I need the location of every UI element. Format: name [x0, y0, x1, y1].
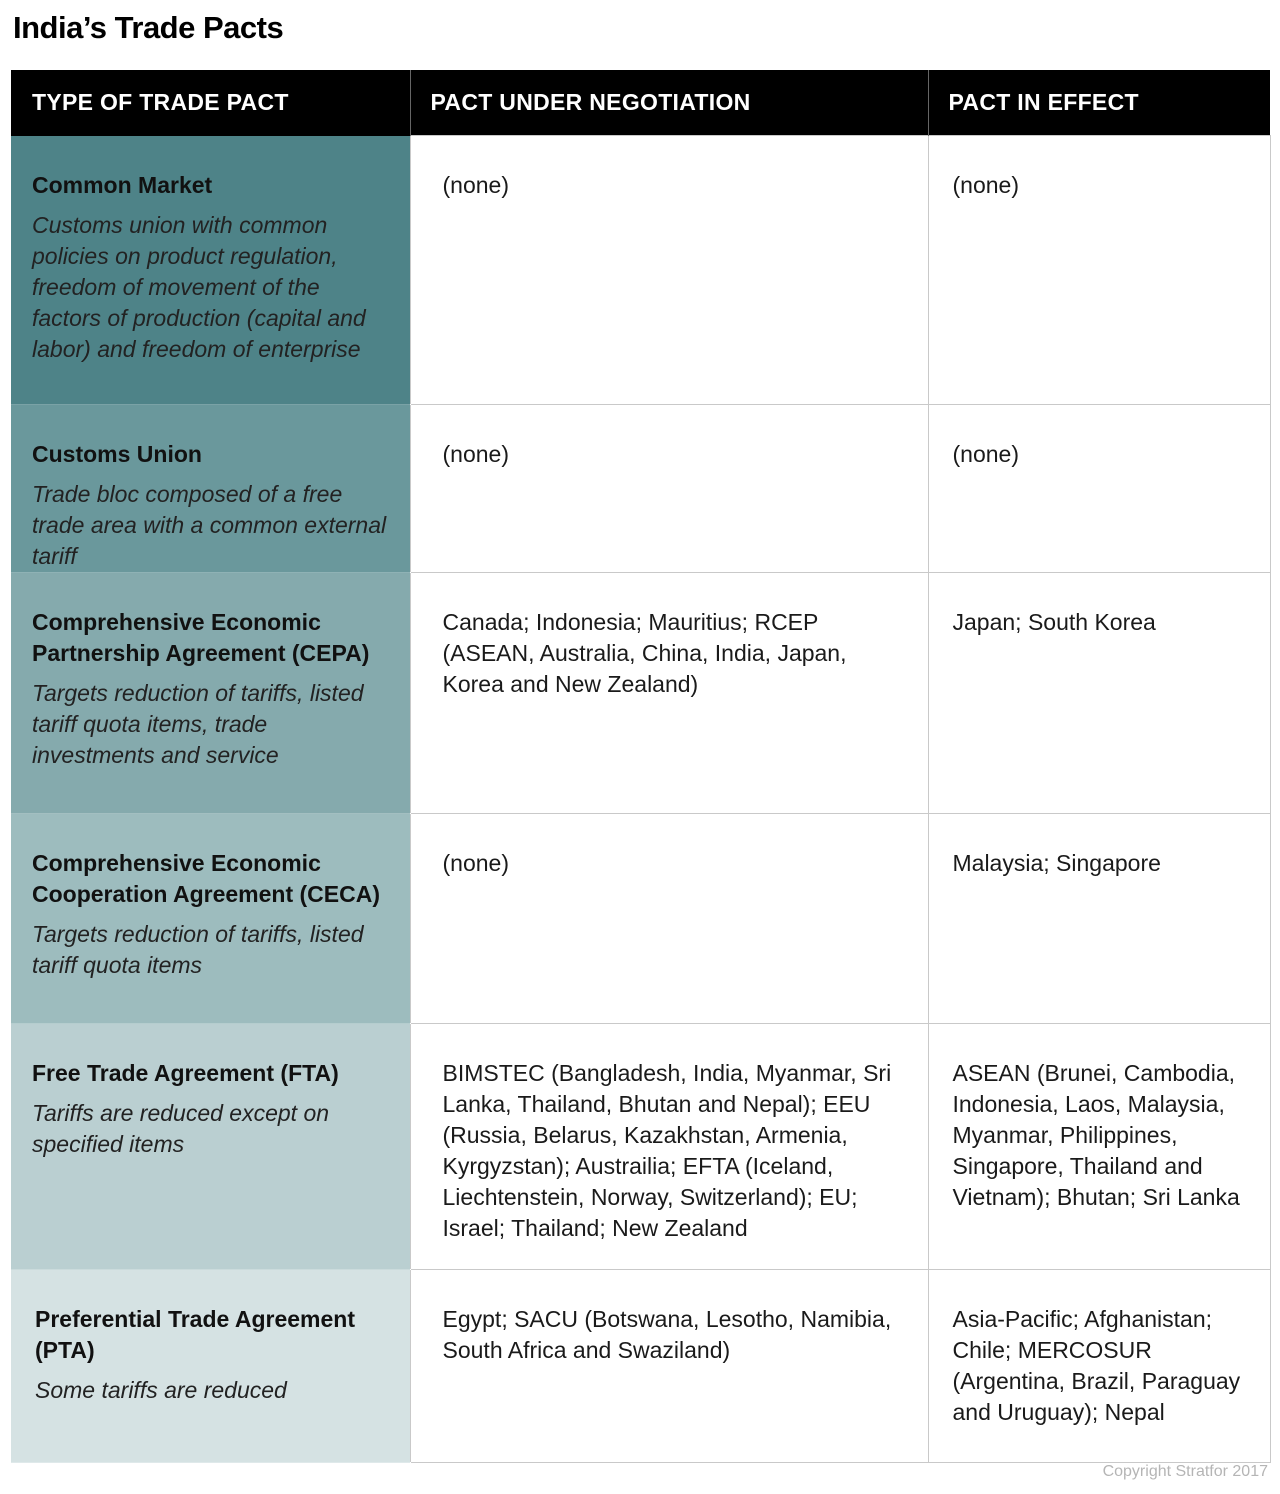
effect-cell: (none)	[928, 405, 1270, 573]
pact-type-cell	[11, 136, 410, 405]
pact-type-description: Trade bloc composed of a free trade area with a common external tariff	[32, 481, 387, 569]
negotiation-cell: (none)	[410, 814, 928, 1024]
pact-type-name: Comprehensive Economic Cooperation Agreement (CECA)	[32, 850, 380, 907]
pact-type-name: Customs Union	[32, 441, 202, 467]
pact-type-name: Comprehensive Economic Partnership Agreement (CEPA)	[32, 609, 370, 666]
table-row	[11, 573, 1270, 814]
pact-type-name: Preferential Trade Agreement (PTA)	[35, 1306, 355, 1363]
column-header-negotiation: PACT UNDER NEGOTIATION	[410, 70, 928, 136]
table-row	[11, 1270, 1270, 1463]
page-title: India’s Trade Pacts	[13, 10, 284, 45]
column-header-type: TYPE OF TRADE PACT	[11, 70, 410, 136]
table-row	[11, 1024, 1270, 1270]
pact-type-cell	[11, 814, 410, 1024]
trade-pacts-table	[11, 70, 1271, 1463]
negotiation-cell: Egypt; SACU (Botswana, Lesotho, Namibia, South Africa and Swaziland)	[410, 1270, 928, 1463]
effect-cell: (none)	[928, 136, 1270, 405]
effect-cell: Japan; South Korea	[928, 573, 1270, 814]
table-row	[11, 136, 1270, 405]
pact-type-cell	[11, 405, 410, 573]
pact-type-cell	[11, 573, 410, 814]
negotiation-cell: BIMSTEC (Bangladesh, India, Myanmar, Sri Lanka, Thailand, Bhutan and Nepal); EEU (Russia, Belarus, Kazakhstan, Armenia, Kyrgyzstan); Austrailia; EFTA (Iceland, Liechtenstein, Norway, Switzerland); EU; Israel; Thailand; New Zealand	[410, 1024, 928, 1270]
effect-cell: ASEAN (Brunei, Cambodia, Indonesia, Laos, Malaysia, Myanmar, Philippines, Singapore, Thailand and Vietnam); Bhutan; Sri Lanka	[928, 1024, 1270, 1270]
pact-type-description: Customs union with common policies on product regulation, freedom of movement of the factors of production (capital and labor) and freedom of enterprise	[32, 211, 366, 362]
effect-cell: Malaysia; Singapore	[928, 814, 1270, 1024]
column-header-effect: PACT IN EFFECT	[928, 70, 1270, 136]
table-row	[11, 814, 1270, 1024]
pact-type-name: Common Market	[32, 171, 213, 198]
effect-cell: Asia-Pacific; Afghanistan; Chile; MERCOSUR (Argentina, Brazil, Paraguay and Uruguay); Nepal	[928, 1270, 1270, 1463]
negotiation-cell: Canada; Indonesia; Mauritius; RCEP (ASEAN, Australia, China, India, Japan, Korea and New Zealand)	[410, 573, 928, 814]
pact-type-description: Targets reduction of tariffs, listed tariff quota items	[32, 921, 364, 978]
pact-type-description: Some tariffs are reduced	[35, 1377, 287, 1403]
pact-type-name: Free Trade Agreement (FTA)	[32, 1060, 339, 1086]
pact-type-description: Targets reduction of tariffs, listed tariff quota items, trade investments and service	[32, 680, 364, 768]
table-header-row	[11, 70, 1270, 136]
pact-type-description: Tariffs are reduced except on specified items	[32, 1100, 330, 1157]
negotiation-cell: (none)	[410, 136, 928, 405]
copyright-notice: Copyright Stratfor 2017	[1102, 1463, 1268, 1480]
table-row	[11, 405, 1270, 573]
negotiation-cell: (none)	[410, 405, 928, 573]
pact-type-cell	[11, 1024, 410, 1270]
pact-type-cell	[11, 1270, 410, 1463]
